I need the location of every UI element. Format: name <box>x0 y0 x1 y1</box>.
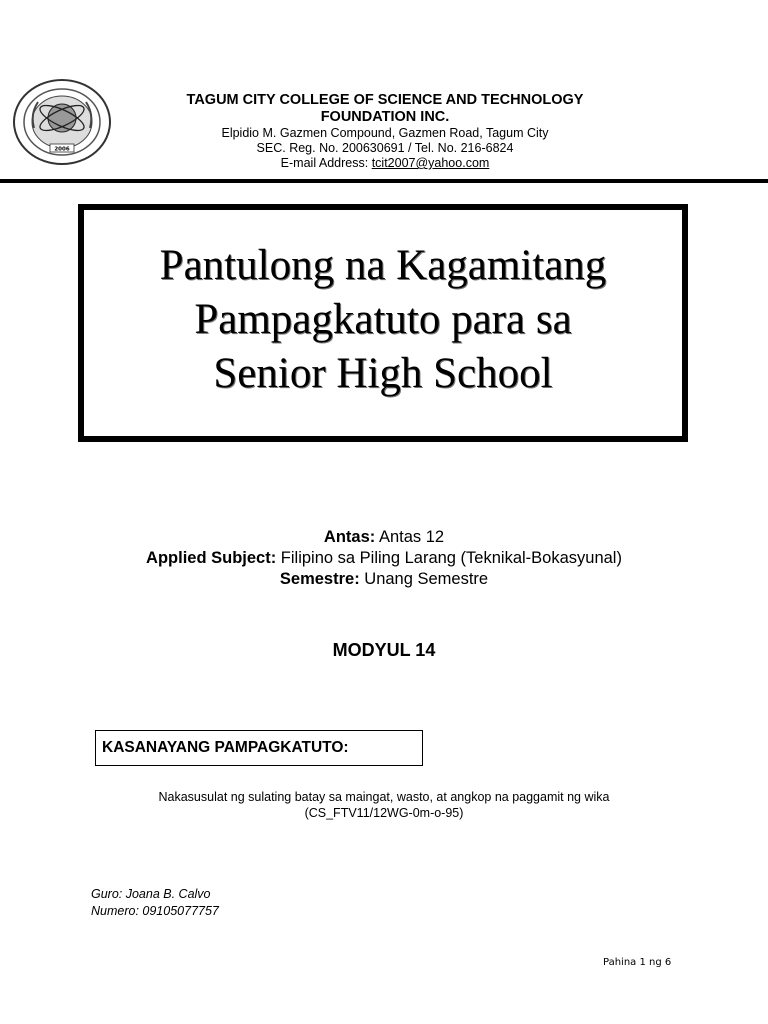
skill-heading: KASANAYANG PAMPAGKATUTO: <box>102 739 349 756</box>
school-seal-logo <box>12 78 112 166</box>
title-line-1: Pantulong na Kagamitang <box>159 242 607 289</box>
subject-label: Applied Subject: <box>146 549 277 567</box>
email-link[interactable]: tcit2007@yahoo.com <box>371 156 490 170</box>
header-divider <box>0 179 768 183</box>
module-number: MODYUL 14 <box>332 640 436 660</box>
semestre-line <box>0 569 768 590</box>
school-header <box>120 92 650 171</box>
teacher-info <box>91 886 219 920</box>
registration-info: SEC. Reg. No. 200630691 / Tel. No. 216-6824 <box>256 141 514 155</box>
title-line-2: Pampagkatuto para sa <box>194 296 572 343</box>
subject-line <box>0 548 768 569</box>
page-number: Pahina 1 ng 6 <box>603 957 672 968</box>
email-line <box>120 156 650 171</box>
email-label: E-mail Address: <box>280 156 372 170</box>
antas-value: Antas 12 <box>375 528 445 546</box>
document-title <box>160 239 607 401</box>
skill-heading-box <box>95 730 423 766</box>
semestre-value: Unang Semestre <box>359 570 489 588</box>
competency-statement <box>0 789 768 821</box>
svg-text:2006: 2006 <box>54 146 70 153</box>
antas-line <box>0 527 768 548</box>
antas-label: Antas: <box>323 528 376 546</box>
teacher-number: Numero: 09105077757 <box>91 904 219 918</box>
teacher-name: Guro: Joana B. Calvo <box>91 887 211 901</box>
institution-address: Elpidio M. Gazmen Compound, Gazmen Road, Tagum City <box>221 126 549 140</box>
institution-name-line1: TAGUM CITY COLLEGE OF SCIENCE AND TECHNOLOGY <box>186 92 584 108</box>
course-info <box>0 527 768 590</box>
competency-code: (CS_FTV11/12WG-0m-o-95) <box>304 806 464 820</box>
subject-value: Filipino sa Piling Larang (Teknikal-Bokasyunal) <box>276 549 622 567</box>
semestre-label: Semestre: <box>279 570 360 588</box>
institution-name-line2: FOUNDATION INC. <box>320 109 450 125</box>
title-line-3: Senior High School <box>213 350 553 397</box>
title-box <box>78 204 688 442</box>
competency-text: Nakasusulat ng sulating batay sa maingat, wasto, at angkop na paggamit ng wika <box>158 790 610 804</box>
